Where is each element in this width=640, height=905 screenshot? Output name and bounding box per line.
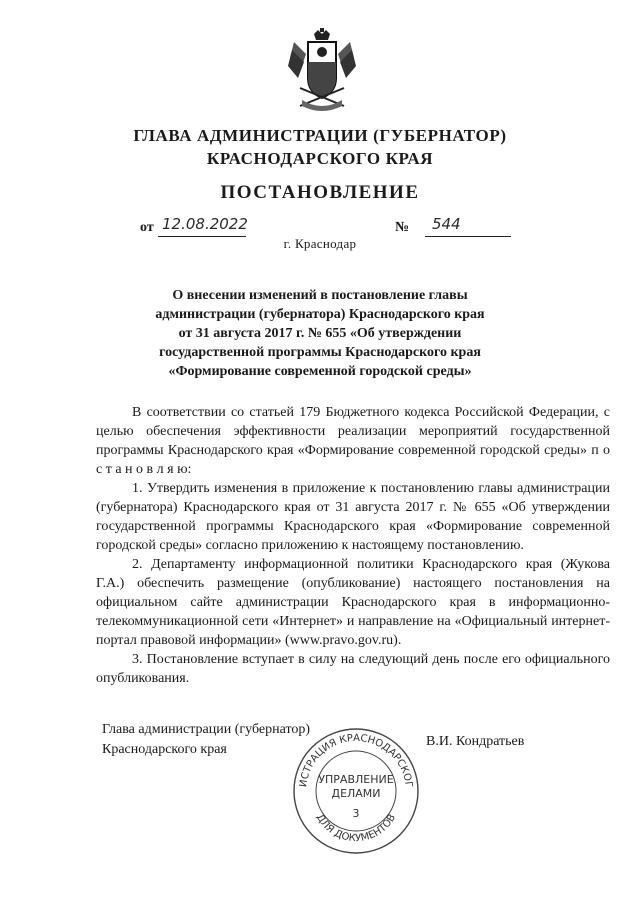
coat-of-arms-icon: [286, 28, 358, 112]
document-type: ПОСТАНОВЛЕНИЕ: [220, 182, 420, 203]
body-paragraph: 2. Департаменту информационной политики Краснодарского края (Жукова Г.А.) обеспечить размещение (опубликование) настоящего постановления на официальном сайте администрации Краснодарского края в информационно-телекоммуникационной сети «Интернет» и направление на «Официальный интернет-портал правовой информации» (www.pravo.gov.ru).: [96, 557, 610, 648]
signatory-name: В.И. Кондратьев: [426, 734, 525, 749]
stamp-inner-line2: ДЕЛАМИ: [331, 787, 381, 800]
body-paragraph: 1. Утвердить изменения в приложение к постановлению главы администрации (губернатора) Краснодарского края от 31 августа 2017 г. № 655 «Об утверждении государственной программы Краснодарского края «Формирование современной городской среды» согласно приложению к настоящему постановлению.: [96, 481, 610, 553]
signatory-position-line2: Краснодарского края: [102, 742, 227, 757]
body-paragraph: В соответствии со статьей 179 Бюджетного кодекса Российской Федерации, с целью обеспечения эффективности реализации мероприятий государственной программы Краснодарского края «Формирование современной городской среды» п о с т а н о в л я ю:: [96, 405, 610, 477]
stamp-ring-text: ИСТРАЦИЯ КРАСНОДАРСКОГ: [298, 732, 414, 789]
subject-line: государственной программы Краснодарского края: [159, 345, 481, 360]
signatory-position: [102, 720, 310, 760]
stamp-inner-line1: УПРАВЛЕНИЕ: [318, 773, 394, 786]
document-date: 12.08.2022: [162, 215, 248, 233]
subject-line: администрации (губернатора) Краснодарского края: [155, 307, 485, 322]
authority-title-line1: ГЛАВА АДМИНИСТРАЦИИ (ГУБЕРНАТОР): [133, 126, 507, 145]
authority-title-line2: КРАСНОДАРСКОГО КРАЯ: [206, 149, 434, 168]
document-body: [96, 403, 610, 688]
signatory-position-line1: Глава администрации (губернатор): [102, 722, 311, 737]
subject-line: от 31 августа 2017 г. № 655 «Об утверждении: [178, 326, 462, 341]
number-prefix: №: [395, 220, 410, 235]
subject-line: О внесении изменений в постановление главы: [172, 288, 468, 303]
stamp-ring-bottom: ДЛЯ ДОКУМЕНТОВ: [313, 812, 399, 845]
date-prefix: от: [140, 220, 154, 235]
document-number: 544: [432, 215, 461, 233]
body-paragraph: 3. Постановление вступает в силу на следующий день после его официального опубликования.: [96, 652, 610, 686]
official-stamp: [290, 725, 422, 857]
document-subject: [150, 286, 490, 381]
stamp-inner-number: 3: [352, 807, 360, 820]
subject-line: «Формирование современной городской среды»: [168, 364, 472, 379]
city: г. Краснодар: [283, 236, 357, 251]
